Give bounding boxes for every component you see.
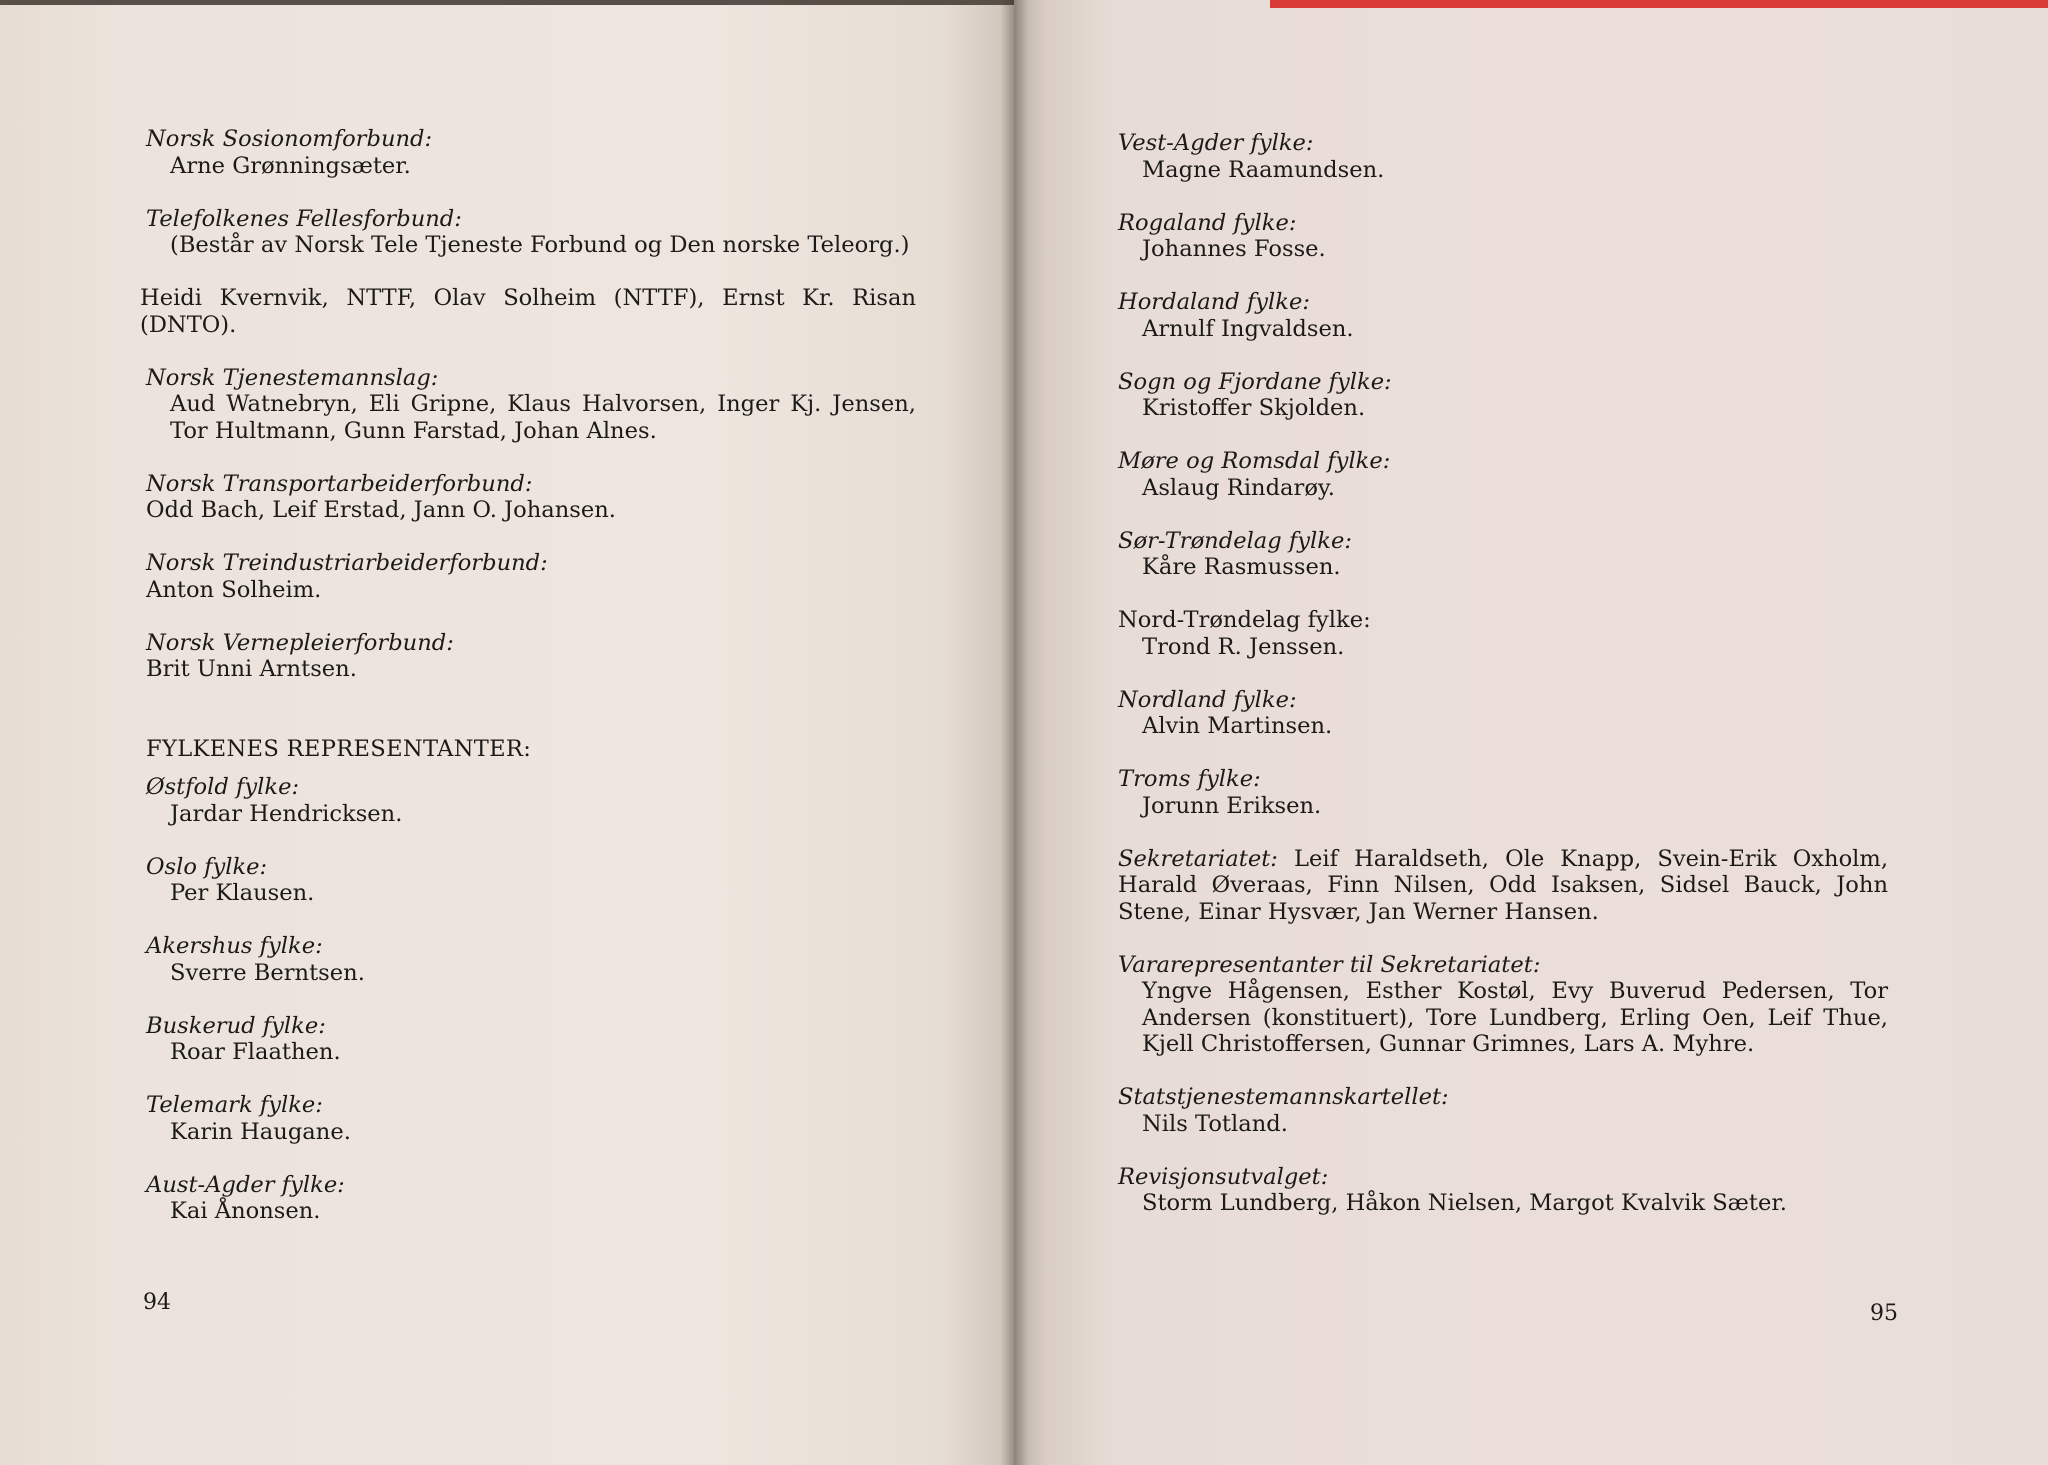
entry-text: Yngve Hågensen, Esther Kostøl, Evy Buverud Pedersen, Tor Andersen (konstituert), Tore Lundberg, Erling Oen, Leif Thue, Kjell Christoffersen, Gunnar Grimnes, Lars A. Myhre.	[1142, 978, 1888, 1057]
entry-text: Aslaug Rindarøy.	[1142, 474, 1335, 501]
entry-vernepleierforbund	[146, 630, 916, 683]
telefolkenes-members: Heidi Kvernvik, NTTF, Olav Solheim (NTTF), Ernst Kr. Risan (DNTO).	[140, 285, 916, 338]
entry-troms	[1118, 766, 1888, 819]
entry-text: Karin Haugane.	[170, 1118, 351, 1145]
entry-text: (Består av Norsk Tele Tjeneste Forbund og Den norske Teleorg.)	[170, 232, 910, 258]
entry-label: Sør-Trøndelag fylke:	[1118, 527, 1352, 554]
entry-label: Møre og Romsdal fylke:	[1118, 448, 1391, 474]
entry-label: Statstjenestemannskartellet:	[1118, 1084, 1449, 1110]
entry-text: Kristoffer Skjolden.	[1142, 395, 1366, 421]
entry-text: Arne Grønningsæter.	[170, 152, 411, 179]
right-page-content	[1118, 130, 1888, 1243]
entry-label: Buskerud fylke:	[146, 1012, 326, 1039]
entry-label: Hordaland fylke:	[1118, 289, 1310, 315]
entry-text: Sverre Berntsen.	[170, 959, 365, 986]
entry-vararepresentanter	[1118, 952, 1888, 1058]
entry-vest-agder	[1118, 130, 1888, 183]
entry-more-og-romsdal	[1118, 448, 1888, 501]
entry-akershus	[146, 933, 916, 986]
entry-text: Jardar Hendricksen.	[170, 800, 403, 827]
entry-text: Jorunn Eriksen.	[1142, 792, 1322, 819]
entry-label: Akershus fylke:	[146, 933, 323, 959]
entry-label: Norsk Treindustriarbeiderforbund:	[146, 550, 548, 576]
entry-text: Magne Raamundsen.	[1142, 156, 1385, 183]
entry-label: Vest-Agder fylke:	[1118, 130, 1314, 156]
book-gutter	[1000, 0, 1028, 1465]
entry-text: Trond R. Jenssen.	[1142, 633, 1345, 660]
entry-label: Sekretariatet:	[1118, 845, 1278, 872]
left-page	[0, 0, 1014, 1465]
red-page-edge	[1270, 0, 2048, 8]
entry-text: Nils Totland.	[1142, 1110, 1288, 1137]
entry-label: Revisjonsutvalget:	[1118, 1163, 1329, 1190]
entry-sosionomforbund	[146, 126, 916, 179]
page-top-edge	[0, 0, 1014, 5]
entry-label: Telemark fylke:	[146, 1092, 323, 1118]
entry-label: Oslo fylke:	[146, 853, 268, 880]
entry-label: Rogaland fylke:	[1118, 209, 1297, 236]
entry-label: Norsk Transportarbeiderforbund:	[146, 470, 533, 497]
left-page-content	[140, 126, 916, 1251]
entry-label: Troms fylke:	[1118, 766, 1261, 792]
entry-label: Norsk Tjenestemannslag:	[146, 364, 439, 391]
entry-label: Østfold fylke:	[146, 774, 300, 800]
entry-text: Anton Solheim.	[146, 576, 322, 603]
entry-text: Aud Watnebryn, Eli Gripne, Klaus Halvorsen, Inger Kj. Jensen, Tor Hultmann, Gunn Farstad, Johan Alnes.	[170, 391, 916, 444]
entry-label: Nord-Trøndelag fylke:	[1118, 607, 1371, 633]
entry-text: Kai Ånonsen.	[170, 1198, 321, 1224]
entry-aust-agder	[146, 1172, 916, 1225]
entry-sogn-og-fjordane	[1118, 369, 1888, 422]
entry-sor-trondelag	[1118, 528, 1888, 581]
entry-rogaland	[1118, 210, 1888, 263]
entry-ostfold	[146, 774, 916, 827]
right-page	[1014, 0, 2048, 1465]
entry-text: Roar Flaathen.	[170, 1039, 341, 1065]
entry-label: Norsk Sosionomforbund:	[146, 126, 433, 152]
entry-text: Alvin Martinsen.	[1142, 713, 1333, 739]
entry-transportarbeiderforbund	[146, 471, 916, 524]
entry-text: Johannes Fosse.	[1142, 236, 1326, 262]
entry-sekretariatet	[1118, 846, 1888, 926]
section-heading: FYLKENES REPRESENTANTER:	[146, 735, 532, 762]
spacer	[146, 709, 916, 736]
entry-text: Kåre Rasmussen.	[1142, 554, 1341, 580]
entry-telefolkenes	[146, 206, 916, 259]
entry-nord-trondelag	[1118, 607, 1888, 660]
entry-label: Vararepresentanter til Sekretariatet:	[1118, 951, 1541, 978]
entry-label: Sogn og Fjordane fylke:	[1118, 368, 1392, 395]
entry-label: Telefolkenes Fellesforbund:	[146, 205, 462, 232]
entry-tjenestemannslag	[146, 365, 916, 445]
entry-label: Norsk Vernepleierforbund:	[146, 629, 454, 656]
entry-telemark	[146, 1092, 916, 1145]
entry-text: Brit Unni Arntsen.	[146, 656, 357, 682]
entry-revisjonsutvalget	[1118, 1164, 1888, 1217]
entry-text: Odd Bach, Leif Erstad, Jann O. Johansen.	[146, 497, 616, 523]
entry-buskerud	[146, 1013, 916, 1066]
entry-text: Per Klausen.	[170, 880, 315, 906]
entry-hordaland	[1118, 289, 1888, 342]
entry-label: Nordland fylke:	[1118, 686, 1297, 713]
page-number-left: 94	[143, 1290, 171, 1315]
entry-label: Aust-Agder fylke:	[146, 1171, 345, 1198]
entry-statstjenestemannskartellet	[1118, 1084, 1888, 1137]
entry-treindustriarbeiderforbund	[146, 550, 916, 603]
entry-text: Storm Lundberg, Håkon Nielsen, Margot Kvalvik Sæter.	[1142, 1190, 1787, 1216]
entry-nordland	[1118, 687, 1888, 740]
entry-text: Arnulf Ingvaldsen.	[1142, 315, 1354, 342]
entry-text: Leif Haraldseth, Ole Knapp, Svein-Erik Oxholm, Harald Øveraas, Finn Nilsen, Odd Isaksen, Sidsel Bauck, John Stene, Einar Hysvær, Jan Werner Hansen.	[1118, 845, 1888, 925]
page-number-right: 95	[1870, 1301, 1898, 1326]
entry-oslo	[146, 854, 916, 907]
